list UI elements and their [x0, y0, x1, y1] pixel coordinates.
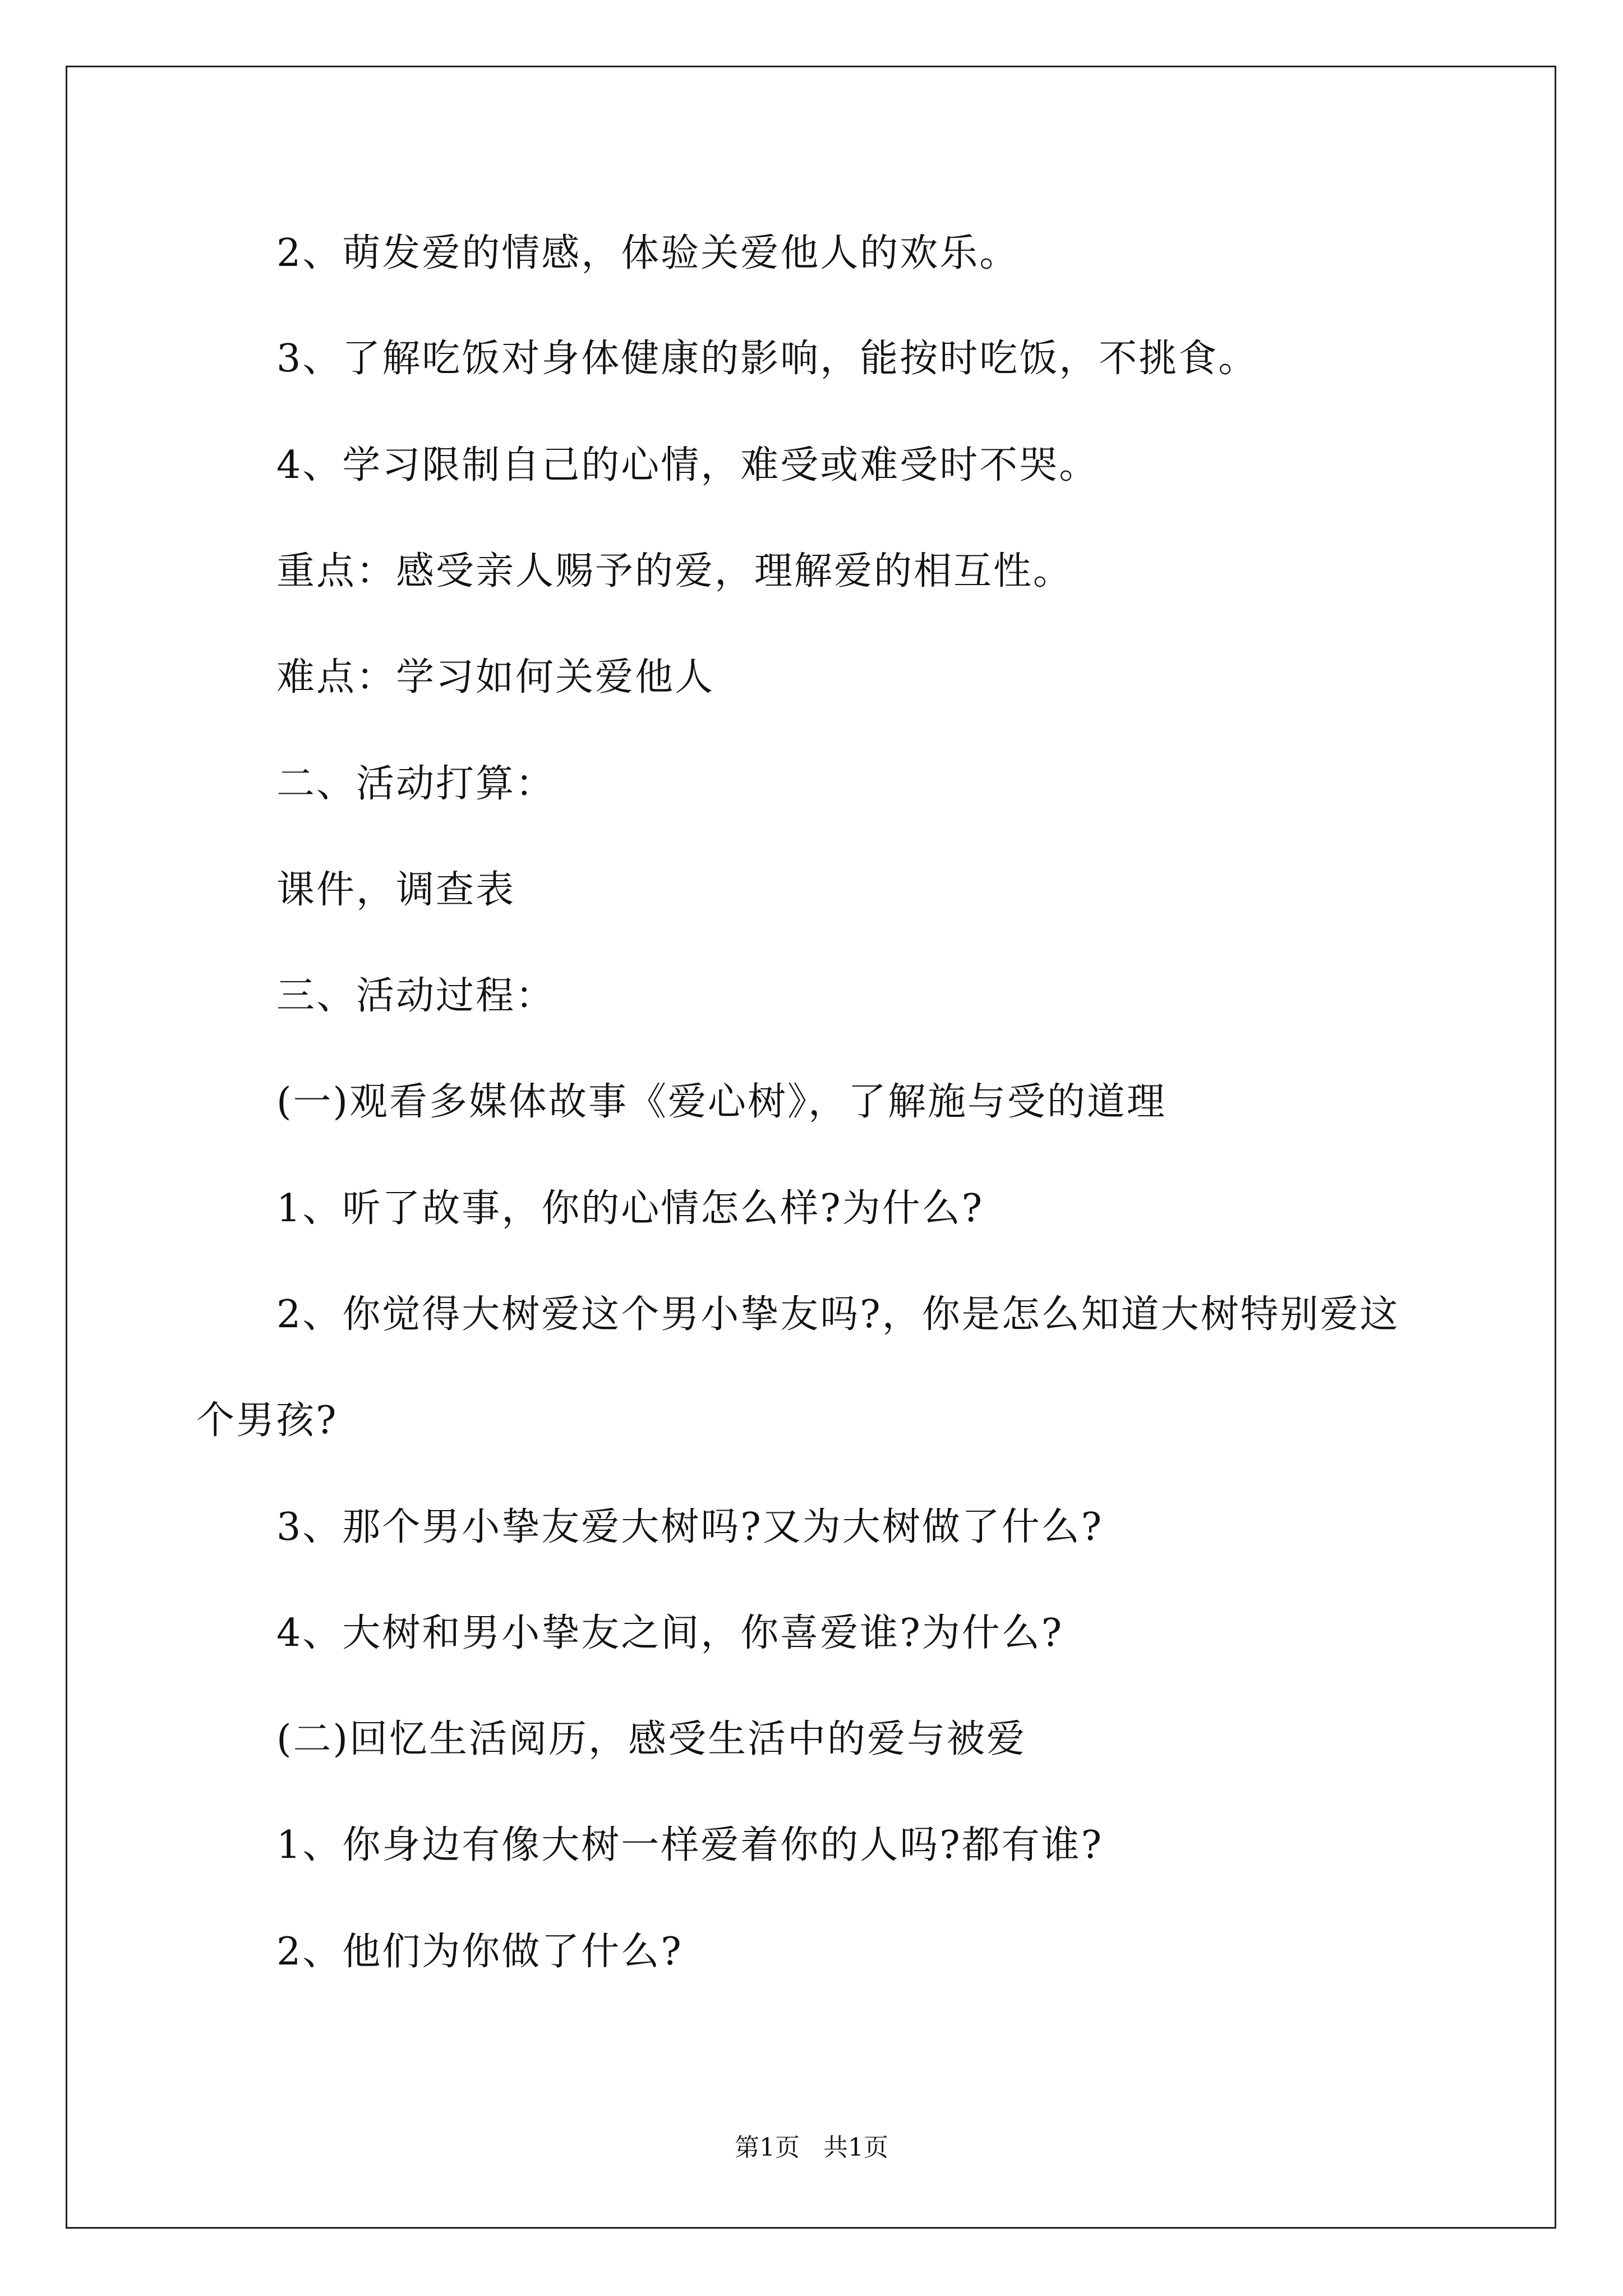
subsection-heading: (一)观看多媒体故事《爱心树》，了解施与受的道理	[276, 1080, 1167, 1124]
paragraph: 2、你觉得大树爱这个男小挚友吗?，你是怎么知道大树特别爱这	[276, 1292, 1400, 1337]
paragraph: 难点：学习如何关爱他人	[276, 655, 715, 700]
paragraph: 3、了解吃饭对身体健康的影响，能按时吃饭，不挑食。	[276, 337, 1258, 381]
paragraph: 4、大树和男小挚友之间，你喜爱谁?为什么?	[276, 1611, 1064, 1655]
paragraph: 课件，调查表	[276, 868, 516, 912]
paragraph: 2、他们为你做了什么?	[276, 1930, 683, 1974]
page-footer: 第1页 共1页	[735, 2133, 888, 2162]
section-heading: 二、活动打算：	[276, 762, 556, 806]
paragraph: 2、萌发爱的情感，体验关爱他人的欢乐。	[276, 231, 1020, 275]
paragraph: 1、听了故事，你的心情怎么样?为什么?	[276, 1186, 984, 1231]
paragraph: 重点：感受亲人赐予的爱，理解爱的相互性。	[276, 549, 1073, 593]
section-heading: 三、活动过程：	[276, 974, 556, 1018]
paragraph-continuation: 个男孩?	[196, 1398, 338, 1443]
paragraph: 3、那个男小挚友爱大树吗?又为大树做了什么?	[276, 1505, 1104, 1549]
subsection-heading: (二)回忆生活阅历，感受生活中的爱与被爱	[276, 1717, 1027, 1761]
paragraph: 1、你身边有像大树一样爱着你的人吗?都有谁?	[276, 1823, 1104, 1867]
paragraph: 4、学习限制自己的心情，难受或难受时不哭。	[276, 443, 1099, 487]
